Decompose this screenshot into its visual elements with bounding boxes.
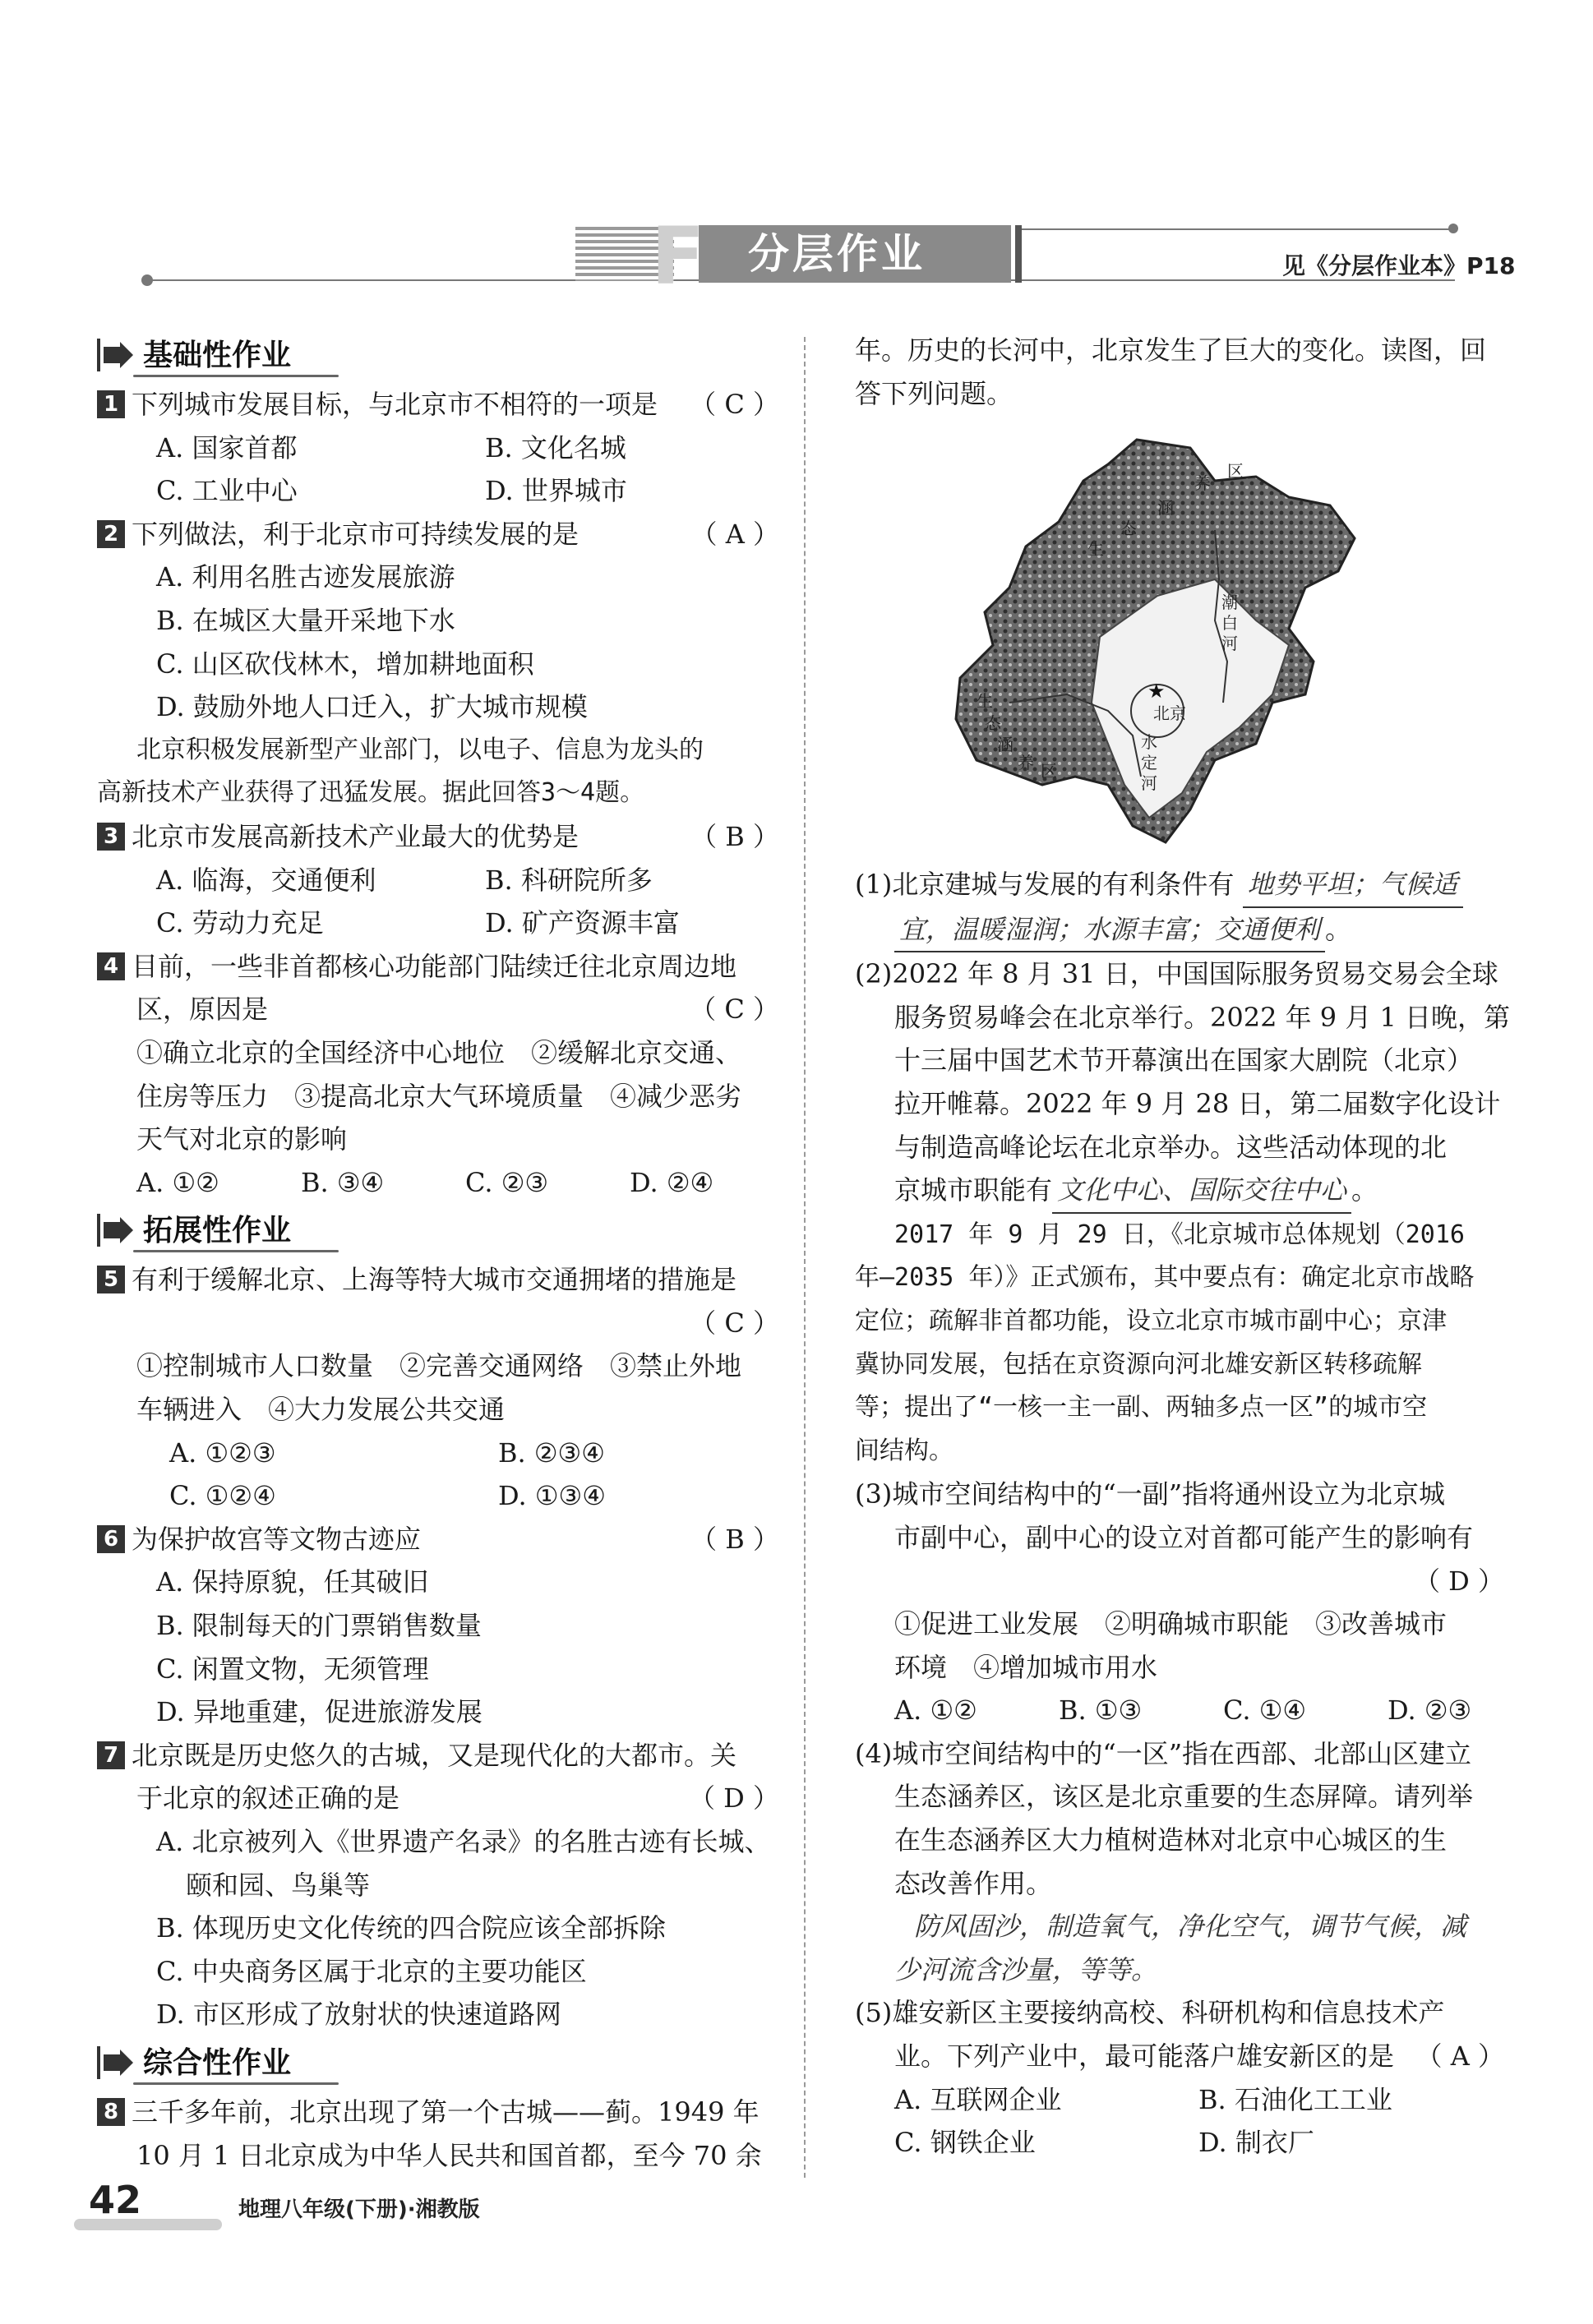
beijing-star-icon: ★ [1147,680,1166,703]
option-b: B. 体现历史文化传统的四合院应该全部拆除 [156,1912,666,1944]
option-a: A. ①②③ [169,1436,276,1469]
option-d: D. ①③④ [498,1480,606,1512]
option-d: D. 制衣厂 [1198,2127,1314,2159]
map-label: 涵 [1157,498,1174,518]
question-text: 市副中心，副中心的设立对首都可能产生的影响有 [894,1521,1474,1553]
question-text: 年。历史的长河中，北京发生了巨大的变化。读图，回 [855,334,1487,366]
statement: 天气对北京的影响 [136,1123,348,1155]
question-number: 5 [97,1266,125,1293]
section-title: 拓展性作业 [143,1214,292,1248]
question-5-options-ab [97,1432,779,1475]
statement: ①确立北京的全国经济中心地位 ②缓解北京交通、 [136,1036,742,1068]
question-text: 答下列问题。 [855,377,1014,409]
subquestion-2-answer-row [855,1169,1504,1214]
material-text: 间结构。 [855,1436,953,1465]
question-5-options-cd [97,1474,779,1518]
question-number: 6 [97,1525,125,1553]
material-text: 定位；疏解非首都功能，设立北京市城市副中心；京津 [855,1306,1447,1335]
map-label: 区 [1227,461,1244,481]
section-arrow-icon [97,339,133,371]
question-3-stem [97,815,779,859]
map-label: 潮 [1221,593,1238,612]
material-text: 年—2035 年）》正式颁布，其中要点有：确定北京市战略 [855,1263,1475,1293]
map-label: 定 [1141,753,1157,772]
material-text: 北京积极发展新型产业部门，以电子、信息为龙头的 [136,735,704,764]
option-a: A. ①② [894,1695,977,1727]
subquestion-1 [855,863,1504,908]
question-3-options-ab [97,859,779,902]
option-a: A. 国家首都 [156,431,298,463]
material-text: 高新技术产业获得了迅猛发展。据此回答3～4题。 [97,778,645,808]
question-6-stem [97,1518,779,1561]
question-7-stem-2 [97,1777,779,1820]
option-d: D. ②③ [1388,1695,1472,1727]
option-a: A. 保持原貌，任其破旧 [156,1566,429,1598]
question-text: 京城市职能有 [894,1174,1053,1206]
question-text: 下列做法，利于北京市可持续发展的是 [132,518,579,550]
map-label: 白 [1221,613,1238,633]
left-column [97,329,779,2177]
option-a: A. 互联网企业 [894,2083,1062,2115]
map-label: 生 [1087,539,1104,559]
question-text: 北京既是历史悠久的古城，又是现代化的大都市。关 [132,1739,737,1771]
map-label: 涵 [997,735,1014,754]
statement: 车辆进入 ④大力发展公共交通 [136,1394,506,1426]
option-b: B. ③④ [301,1166,385,1198]
header-banner [575,210,1019,302]
section-underline [133,2082,339,2085]
question-text: 有利于缓解北京、上海等特大城市交通拥堵的措施是 [132,1264,737,1296]
map-label: 养 [1194,473,1211,493]
question-answer: （ A ） [1415,2040,1504,2073]
subquestion-5-options-cd [855,2121,1504,2165]
question-text: 下列城市发展目标，与北京市不相符的一项是 [132,389,658,420]
question-number: 2 [97,520,125,548]
option-b: B. ②③④ [498,1436,605,1469]
option-b: B. 在城区大量开采地下水 [156,604,455,636]
page-number: 42 [89,2178,142,2222]
header-reference: 见《分层作业本》P18 [1282,252,1516,279]
header-rule-upper [1019,228,1455,230]
right-column-lower [855,863,1511,2165]
question-text: (3)城市空间结构中的“一副”指将通州设立为北京城 [855,1478,1446,1510]
question-text: 十三届中国艺术节开幕演出在国家大剧院（北京） [894,1044,1474,1077]
subquestion-1-cont [855,908,1504,953]
section-basic [97,332,779,381]
option-d: D. 世界城市 [485,475,627,507]
option-c: C. 劳动力充足 [156,907,324,939]
question-3-options-cd [97,901,779,945]
option-a: A. 北京被列入《世界遗产名录》的名胜古迹有长城、 [156,1826,771,1857]
question-5-answer-row [97,1302,779,1345]
question-4-options [97,1161,779,1205]
question-text: (2)2022 年 8 月 31 日，中国国际服务贸易交易会全球 [855,958,1498,990]
option-d: D. 鼓励外地人口迁入，扩大城市规模 [156,691,588,723]
option-b: B. 限制每天的门票销售数量 [156,1610,482,1642]
punctuation: 。 [1351,1174,1378,1206]
question-number: 8 [97,2098,125,2126]
subquestion-3-options [855,1689,1504,1732]
section-title: 基础性作业 [143,339,292,372]
option-a: A. ①② [136,1166,219,1198]
section-comprehensive [97,2040,779,2089]
question-answer: （ C ） [690,389,779,420]
question-text: (1)北京建城与发展的有利条件有 [855,869,1235,900]
question-answer: （ A ） [690,518,779,550]
question-answer: （ C ） [690,994,779,1026]
question-1-options-ab [97,427,779,470]
map-label: 区 [1041,761,1057,781]
subquestion-5-stem [855,2035,1504,2078]
option-c: C. 山区砍伐林木，增加耕地面积 [156,648,534,680]
section-arrow-icon [97,1214,133,1247]
statement: 住房等压力 ③提高北京大气环境质量 ④减少恶劣 [136,1080,742,1112]
subquestion-5-options-ab [855,2078,1504,2122]
section-title: 综合性作业 [143,2045,292,2080]
right-column [855,329,1504,415]
question-answer: （ B ） [690,820,779,852]
question-text: 目前，一些非首都核心功能部门陆续迁往北京周边地 [132,950,737,982]
option-d: D. 异地重建，促进旅游发展 [156,1696,483,1728]
question-answer: （ D ） [688,1782,779,1814]
question-text: 北京市发展高新技术产业最大的优势是 [132,820,579,852]
option-c: C. 工业中心 [156,475,298,507]
question-text: 在生态涵养区大力植树造林对北京中心城区的生 [894,1824,1448,1856]
statement: 环境 ④增加城市用水 [894,1651,1158,1683]
option-b: B. ①③ [1059,1695,1143,1727]
question-5-stem [97,1258,779,1302]
option-a: A. 临海，交通便利 [156,864,376,896]
option-d: D. 市区形成了放射状的快速道路网 [156,1999,561,2031]
question-answer: （ C ） [690,1307,779,1339]
question-text: 为保护故宫等文物古迹应 [132,1523,422,1555]
statement: ①控制城市人口数量 ②完善交通网络 ③禁止外地 [136,1350,742,1382]
question-text: 区，原因是 [136,994,269,1026]
handwritten-answer: 少河流含沙量，等等。 [894,1953,1158,1985]
question-1-stem [97,383,779,427]
section-extended [97,1207,779,1257]
option-a: A. 利用名胜古迹发展旅游 [156,561,455,593]
map-label: 养 [1018,753,1034,772]
question-text: 态改善作用。 [894,1867,1053,1899]
question-number: 1 [97,390,125,418]
map-label: 态 [985,713,1001,733]
question-answer: （ D ） [1413,1565,1504,1597]
question-text: 生态涵养区，该区是北京重要的生态屏障。请列举 [894,1781,1474,1813]
material-text: 等；提出了“一核一主一副、两轴多点一区”的城市空 [855,1393,1428,1423]
section-underline [133,1250,339,1252]
subquestion-3-answer-row [855,1560,1504,1603]
question-text: 服务贸易峰会在北京举行。2022 年 9 月 1 日晚，第 [894,1001,1511,1033]
question-8-stem [97,2091,779,2134]
question-4-stem [97,945,779,989]
option-c: C. 中央商务区属于北京的主要功能区 [156,1955,587,1987]
question-text: 10 月 1 日北京成为中华人民共和国首都，至今 70 余 [136,2139,762,2171]
question-4-stem-2 [97,988,779,1031]
question-number: 7 [97,1741,125,1769]
map-label: 北京 [1153,703,1186,723]
option-b: B. 石油化工工业 [1198,2083,1392,2115]
question-text: (5)雄安新区主要接纳高校、科研机构和信息技术产 [855,1997,1445,2029]
question-text: 三千多年前，北京出现了第一个古城——蓟。1949 年 [132,2096,760,2128]
question-text: 于北京的叙述正确的是 [136,1782,400,1814]
option-c: C. ①②④ [169,1480,276,1512]
option-b: B. 科研院所多 [485,864,653,896]
option-d: D. 矿产资源丰富 [485,907,680,939]
map-label: 态 [1120,519,1137,538]
section-underline [133,375,339,377]
answer-blank: 文化中心、国际交往中心 [1052,1169,1351,1214]
map-label: 河 [1141,773,1157,793]
option-c: C. 钢铁企业 [894,2127,1036,2159]
answer-blank: 地势平坦；气候适 [1243,863,1463,908]
statement: ①促进工业发展 ②明确城市职能 ③改善城市 [894,1608,1448,1640]
header-rule-dot-right [1448,224,1458,233]
handwritten-answer: 防风固沙，制造氧气，净化空气，调节气候，减 [914,1911,1467,1943]
question-answer: （ B ） [690,1523,779,1555]
header-rule-dot-left [141,274,153,286]
section-arrow-icon [97,2046,133,2079]
option-c: C. ①④ [1223,1695,1307,1727]
question-text: 拉开帷幕。2022 年 9 月 28 日，第二届数字化设计 [894,1087,1501,1119]
header-bar [1015,225,1022,283]
header-title: 分层作业 [748,230,926,278]
question-1-options-cd [97,469,779,513]
map-label: 水 [1141,732,1157,752]
question-2-stem [97,513,779,556]
option-c: C. 闲置文物，无须管理 [156,1653,429,1685]
answer-blank: 宜，温暖湿润；水源丰富；交通便利 [894,908,1325,953]
beijing-map [944,431,1404,855]
map-label: 河 [1221,634,1238,653]
question-text: 业。下列产业中，最可能落户雄安新区的是 [894,2040,1395,2073]
question-text: 与制造高峰论坛在北京举办。这些活动体现的北 [894,1131,1448,1163]
material-text: 2017 年 9 月 29 日，《北京城市总体规划（2016 [894,1220,1465,1249]
question-7-stem [97,1734,779,1778]
material-text: 冀协同发展，包括在京资源向河北雄安新区转移疏解 [855,1349,1422,1379]
option-a-cont: 颐和园、鸟巢等 [186,1869,371,1901]
punctuation: 。 [1325,913,1352,945]
question-number: 3 [97,823,125,851]
book-title: 地理八年级(下册)·湘教版 [238,2197,480,2222]
header-letter: F [651,210,705,302]
option-c: C. ②③ [465,1166,549,1198]
question-number: 4 [97,952,125,980]
option-d: D. ②④ [630,1166,714,1198]
map-label: 生 [977,691,993,711]
question-text: (4)城市空间结构中的“一区”指在西部、北部山区建立 [855,1737,1472,1769]
option-b: B. 文化名城 [485,431,626,463]
column-divider [804,337,806,2178]
